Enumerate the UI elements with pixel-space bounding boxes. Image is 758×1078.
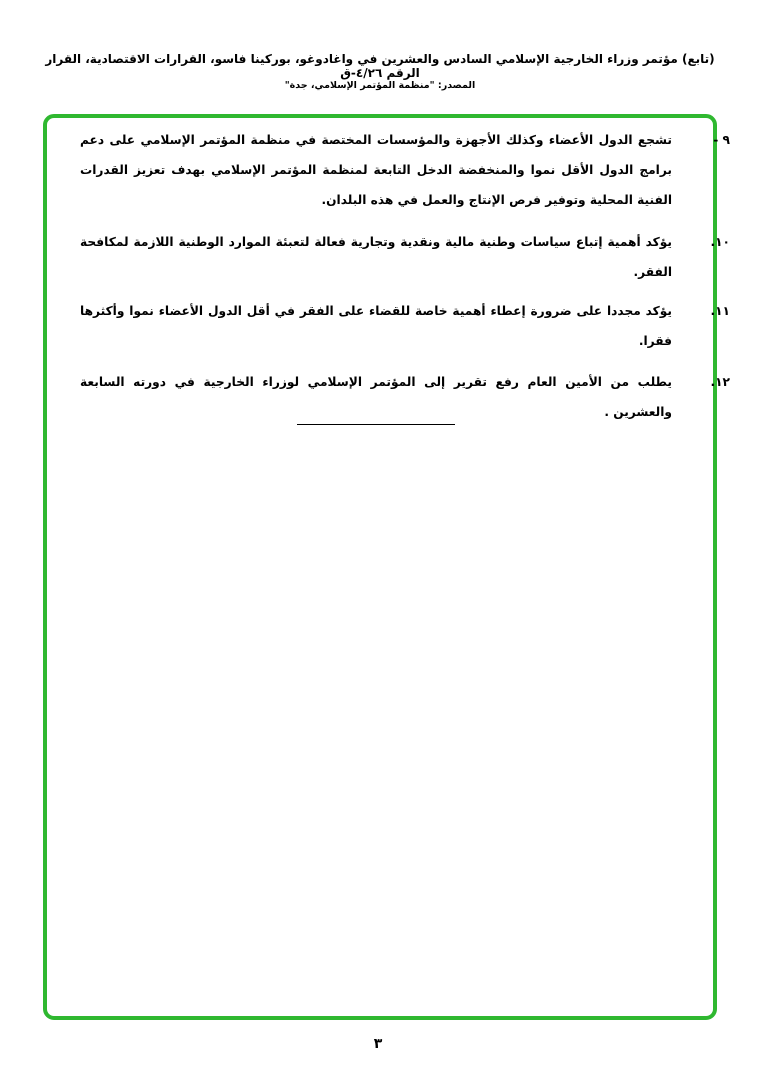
item-keyword: يؤكد [645,235,672,249]
resolution-item-9 [80,125,730,215]
item-text: مجددا على ضرورة إعطاء أهمية خاصة للقضاء على الفقر في أقل الدول الأعضاء نموا وأكثرها فقرا. [80,304,672,348]
page-number: ٣ [373,1036,383,1052]
resolution-item-10 [80,227,730,287]
resolution-item-11 [80,296,730,356]
item-keyword: يطلب [637,375,672,389]
document-source: المصدر: "منظمة المؤتمر الإسلامي، جدة" [284,80,476,91]
item-text: من الأمين العام رفع تقرير إلى المؤتمر الإسلامي لوزراء الخارجية في دورته السابعة والعشرين . [80,375,672,419]
item-number: ١١. [710,304,730,318]
item-number: ٩ - [713,133,730,147]
item-text: أهمية إتباع سياسات وطنية مالية ونقدية وتجارية فعالة لتعبئة الموارد الوطنية اللازمة لمكافحة الفقر. [80,235,672,279]
item-number: ١٢. [710,375,730,389]
item-text: الدول الأعضاء وكذلك الأجهزة والمؤسسات المختصة في منظمة المؤتمر الإسلامي على دعم برامج الدول الأقل نموا والمنخفضة الدخل التابعة لمنظمة المؤتمر الإسلامي بهدف تعزيز القدرات الفنية المحلية وتوفير فرص الإنتاج والعمل في هذه البلدان. [80,133,672,207]
item-number: ١٠. [710,235,730,249]
item-keyword: يؤكد [645,304,672,318]
item-keyword: تشجع [637,133,672,147]
end-divider [297,424,455,425]
document-header-title: (تابع) مؤتمر وزراء الخارجية الإسلامي السادس والعشرين في واغادوغو، بوركينا فاسو، القرارات الاقتصادية، القرار الرقم ٤/٢٦-ق [45,52,715,80]
resolution-item-12 [80,367,730,427]
